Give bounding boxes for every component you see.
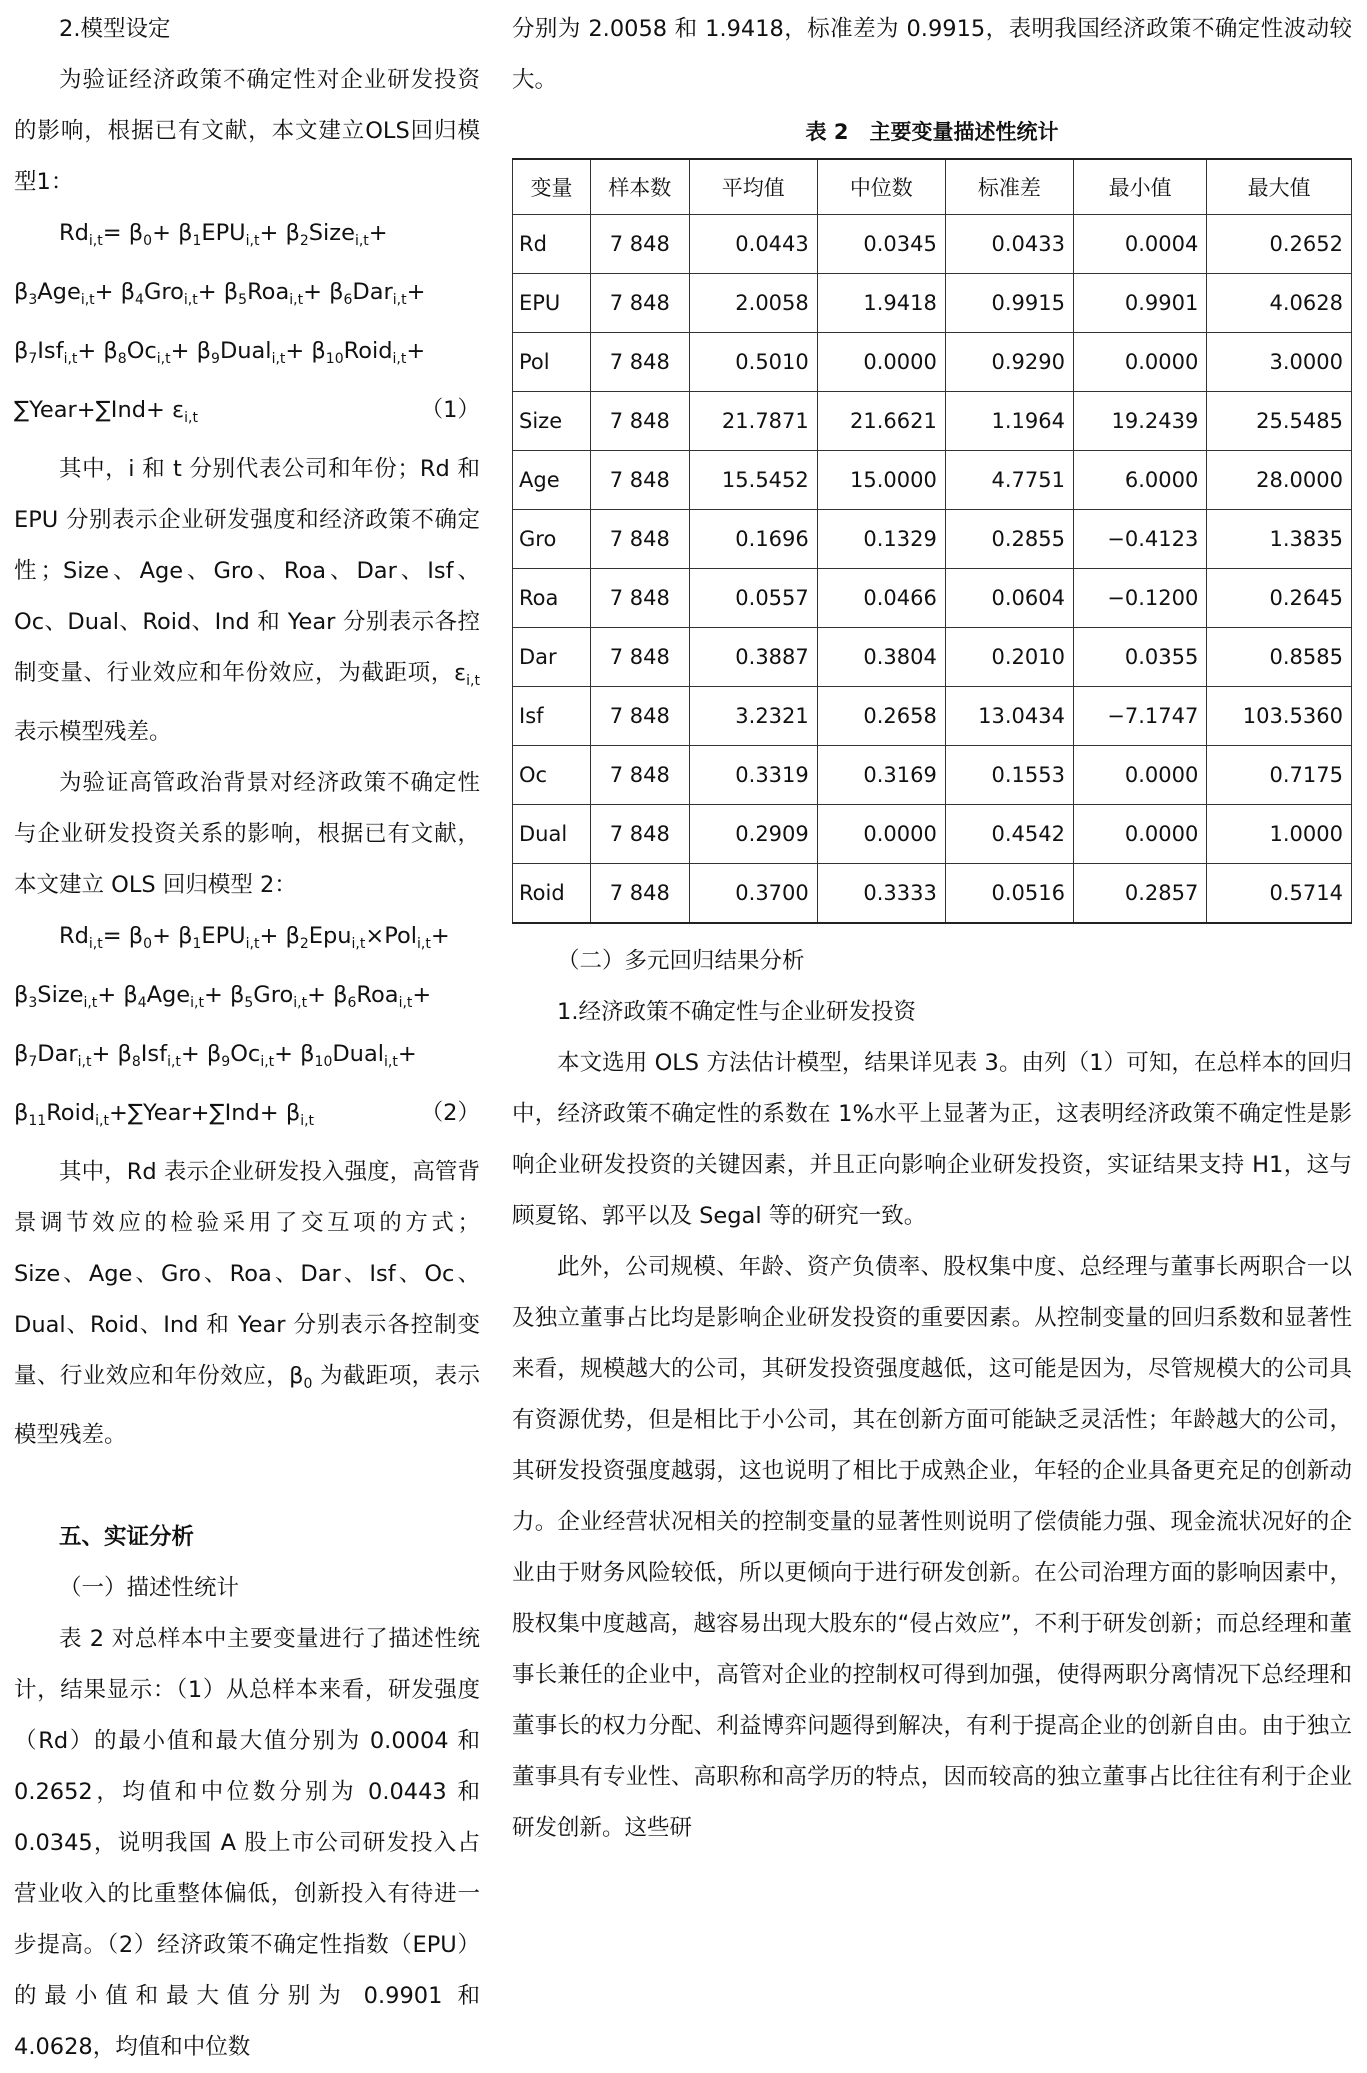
table-row [513,687,1352,746]
table-cell: 103.5360 [1207,687,1352,746]
table-cell: Roid [513,864,591,924]
table-cell: 7 848 [590,333,689,392]
descriptive-stats-table [512,158,1352,924]
model1-intro: 为验证经济政策不确定性对企业研发投资的影响，根据已有文献，本文建立OLS回归模型1： [14,67,480,195]
table-cell: 0.1329 [817,510,945,569]
table-row [513,864,1352,924]
table-cell: 0.0355 [1073,628,1206,687]
equation-1-line-2: $\beta_3Age_{i,t}+ \beta_4Gro_{i,t}+ \beta_5Roa_{i,t}+ \beta_6Dar_{i,t}+$ [14,279,426,308]
table-cell: 0.0000 [1073,333,1206,392]
table-header-cell: 最小值 [1073,159,1206,215]
table-cell: 0.5010 [689,333,817,392]
table-row [513,392,1352,451]
table-cell: 4.7751 [945,451,1073,510]
table-cell: 0.2658 [817,687,945,746]
table-cell: 7 848 [590,864,689,924]
equation-2-line-4: $\beta_{11}Roid_{i,t}+\sum Year+\sum Ind+ \beta_{i,t}$ （2） [14,1088,480,1147]
table-cell: −7.1747 [1073,687,1206,746]
regression-heading: （二）多元回归结果分析 [557,948,805,974]
table-cell: 0.2010 [945,628,1073,687]
table-cell: Size [513,392,591,451]
table-cell: 1.3835 [1207,510,1352,569]
right-column [512,4,1352,1854]
regression-subheading: 1.经济政策不确定性与企业研发投资 [557,999,916,1025]
table-row [513,333,1352,392]
table-row [513,215,1352,274]
table-cell: 1.0000 [1207,805,1352,864]
table-cell: 19.2439 [1073,392,1206,451]
table-cell: 0.5714 [1207,864,1352,924]
table-cell: 0.0345 [817,215,945,274]
table-row [513,628,1352,687]
table-cell: 0.2855 [945,510,1073,569]
table-cell: Pol [513,333,591,392]
table-cell: 0.3333 [817,864,945,924]
table-cell: Dual [513,805,591,864]
table-row [513,451,1352,510]
table-caption: 表 2 主要变量描述性统计 [805,120,1059,144]
table-header-cell: 最大值 [1207,159,1352,215]
table-cell: 0.2909 [689,805,817,864]
table-cell: Gro [513,510,591,569]
regression-paragraph-2: 此外，公司规模、年龄、资产负债率、股权集中度、总经理与董事长两职合一以及独立董事占比均是影响企业研发投资的重要因素。从控制变量的回归系数和显著性来看，规模越大的公司，其研发投资强度越低，这可能是因为，尽管规模大的公司具有资源优势，但是相比于小公司，其在创新方面可能缺乏灵活性；年龄越大的公司，其研发投资强度越弱，这也说明了相比于成熟企业，年轻的企业具备更充足的创新动力。企业经营状况相关的控制变量的显著性则说明了偿债能力强、现金流状况好的企业由于财务风险较低，所以更倾向于进行研发创新。在公司治理方面的影响因素中，股权集中度越高，越容易出现大股东的“侵占效应”，不利于研发创新；而总经理和董事长兼任的企业中，高管对企业的控制权可得到加强，使得两职分离情况下总经理和董事长的权力分配、利益博弈问题得到解决，有利于提高企业的创新自由。由于独立董事具有专业性、高职称和高学历的特点，因而较高的独立董事占比往往有利于企业研发创新。这些研 [512,1254,1352,1841]
table-cell: 7 848 [590,392,689,451]
equation-1-line-3: $\beta_7Isf_{i,t}+ \beta_8Oc_{i,t}+$ $\beta_9Dual_{i,t}+$ $\beta_{10}Roid_{i,t}+$ [14,338,426,367]
table-cell: 3.2321 [689,687,817,746]
table-row [513,746,1352,805]
table-body [513,215,1352,924]
equation-2-line-3: $\beta_7Dar_{i,t}+ \beta_8Isf_{i,t}+ \beta_9Oc_{i,t}+$ $\beta_{10}Dual_{i,t}+$ [14,1041,417,1070]
table-cell: 2.0058 [689,274,817,333]
table-cell: 21.6621 [817,392,945,451]
table-cell: 0.0443 [689,215,817,274]
table-cell: 0.2857 [1073,864,1206,924]
table-cell: 6.0000 [1073,451,1206,510]
table-cell: 0.3319 [689,746,817,805]
continued-paragraph: 分别为 2.0058 和 1.9418，标准差为 0.9915，表明我国经济政策不确定性波动较大。 [512,16,1352,93]
table-cell: 0.0000 [1073,805,1206,864]
table-cell: Oc [513,746,591,805]
table-cell: Roa [513,569,591,628]
table-cell: Rd [513,215,591,274]
equation-2-line-1: $Rd_{i,t}= \beta_0+ \beta_1EPU_{i,t}+ \beta_2Epu_{i,t}\times Pol_{i,t}+$ [59,923,450,952]
table-cell: 0.0433 [945,215,1073,274]
table-cell: EPU [513,274,591,333]
table-cell: 0.2645 [1207,569,1352,628]
table-cell: 4.0628 [1207,274,1352,333]
table-header-cell: 标准差 [945,159,1073,215]
table-cell: 7 848 [590,510,689,569]
table-cell: 0.0516 [945,864,1073,924]
table-cell: 0.9290 [945,333,1073,392]
model1-explanation: 其中，i 和 t 分别代表公司和年份；Rd 和 EPU 分别表示企业研发强度和经济政策不确定性；Size、Age、Gro、Roa、Dar、Isf、Oc、Dual、Roid、Ind 和 Year 分别表示各控制变量、行业效应和年份效应，为截距项，$\varepsilon_{i,t}$ 表示模型残差。 [14,456,480,745]
table-cell: 7 848 [590,746,689,805]
table-row [513,569,1352,628]
left-column [14,4,480,2073]
regression-paragraph-1: 本文选用 OLS 方法估计模型，结果详见表 3。由列（1）可知，在总样本的回归中，经济政策不确定性的系数在 1%水平上显著为正，这表明经济政策不确定性是影响企业研发投资的关键因素，并且正向影响企业研发投资，实证结果支持 H1，这与顾夏铭、郭平以及 Segal 等的研究一致。 [512,1050,1352,1229]
table-cell: 7 848 [590,274,689,333]
table-cell: 0.3700 [689,864,817,924]
table-cell: 7 848 [590,805,689,864]
table-header-cell: 样本数 [590,159,689,215]
table-cell: 0.2652 [1207,215,1352,274]
equation-1-line-1: $Rd_{i,t}= \beta_0+ \beta_1EPU_{i,t}+$ $\beta_2Size_{i,t}+$ [59,220,388,249]
table-cell: 0.0000 [817,333,945,392]
descriptive-paragraph: 表 2 对总样本中主要变量进行了描述性统计，结果显示：（1）从总样本来看，研发强度（Rd）的最小值和最大值分别为 0.0004 和 0.2652，均值和中位数分别为 0.0443 和 0.0345，说明我国 A 股上市公司研发投入占营业收入的比重整体偏低，创新投入有待进一步提高。（2）经济政策不确定性指数（EPU）的最小值和最大值分别为 0.9901 和 4.0628，均值和中位数 [14,1626,480,2060]
table-cell: 7 848 [590,451,689,510]
table-row [513,274,1352,333]
table-cell: 0.4542 [945,805,1073,864]
table-cell: 0.9915 [945,274,1073,333]
table-cell: 15.0000 [817,451,945,510]
table-cell: 0.0466 [817,569,945,628]
table-cell: 25.5485 [1207,392,1352,451]
table-cell: 28.0000 [1207,451,1352,510]
equation-2-number: （2） [420,1100,480,1126]
table-row [513,510,1352,569]
table-cell: 7 848 [590,628,689,687]
table-cell: 0.3169 [817,746,945,805]
table-cell: −0.1200 [1073,569,1206,628]
table-cell: 13.0434 [945,687,1073,746]
table-cell: 0.0557 [689,569,817,628]
table-header-cell: 平均值 [689,159,817,215]
table-cell: −0.4123 [1073,510,1206,569]
subsection-heading: （一）描述性统计 [59,1575,240,1601]
table-cell: 0.9901 [1073,274,1206,333]
table-cell: 0.8585 [1207,628,1352,687]
table-cell: 0.0000 [1073,746,1206,805]
table-cell: 0.7175 [1207,746,1352,805]
table-cell: 0.1696 [689,510,817,569]
table-row [513,805,1352,864]
equation-1-line-4: ∑Year+∑Ind+ $\varepsilon_{i,t}$ （1） [14,385,480,444]
table-cell: 0.1553 [945,746,1073,805]
table-cell: 7 848 [590,215,689,274]
table-header-row [513,159,1352,215]
table-header-cell: 变量 [513,159,591,215]
model2-intro: 为验证高管政治背景对经济政策不确定性与企业研发投资关系的影响，根据已有文献，本文建立 OLS 回归模型 2： [14,770,480,898]
table-cell: 0.3804 [817,628,945,687]
model2-explanation: 其中，Rd 表示企业研发投入强度，高管背景调节效应的检验采用了交互项的方式；Size、Age、Gro、Roa、Dar、Isf、Oc、Dual、Roid、Ind 和 Year 分别表示各控制变量、行业效应和年份效应，$\beta_0$ 为截距项，表示模型残差。 [14,1159,480,1448]
model-heading: 2.模型设定 [59,16,171,42]
table-cell: Isf [513,687,591,746]
table-cell: 0.0004 [1073,215,1206,274]
table-header-cell: 中位数 [817,159,945,215]
table-cell: 7 848 [590,687,689,746]
table-cell: 0.3887 [689,628,817,687]
table-cell: 0.0604 [945,569,1073,628]
table-cell: 3.0000 [1207,333,1352,392]
table-cell: 1.1964 [945,392,1073,451]
table-cell: Dar [513,628,591,687]
table-cell: 0.0000 [817,805,945,864]
table-cell: 15.5452 [689,451,817,510]
equation-2-line-2: $\beta_3Size_{i,t}+ \beta_4Age_{i,t}+ \beta_5Gro_{i,t}+ \beta_6Roa_{i,t}+$ [14,982,432,1011]
table-cell: 21.7871 [689,392,817,451]
table-cell: 1.9418 [817,274,945,333]
table-cell: 7 848 [590,569,689,628]
section-heading: 五、实证分析 [59,1524,195,1550]
table-cell: Age [513,451,591,510]
equation-1-number: （1） [420,397,480,423]
